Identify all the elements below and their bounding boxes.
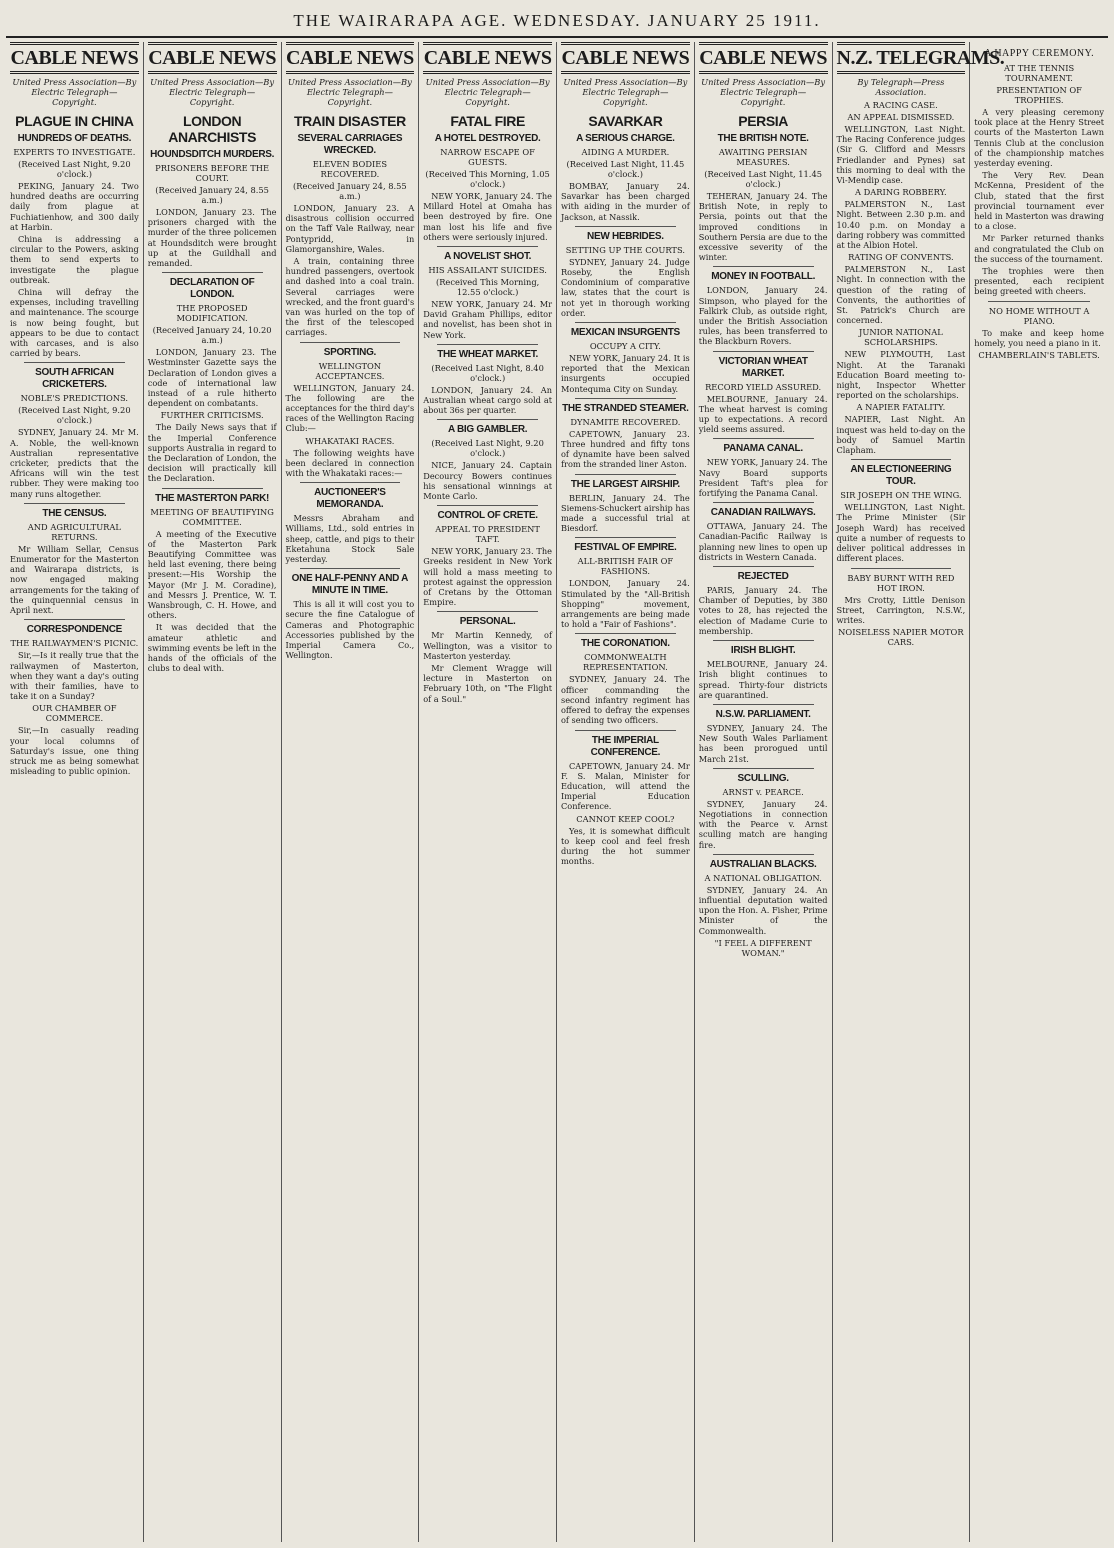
subhead: AWAITING PERSIAN MEASURES.: [718, 147, 808, 167]
headline: CORRESPONDENCE: [26, 624, 122, 636]
paragraph: BOMBAY, January 24. Savarkar has been charged with aiding in the murder of Jackson, at Nassik.: [561, 181, 690, 222]
headline: SPORTING.: [323, 346, 377, 358]
paragraph: Sir,—Is it really true that the railwaymen of Masterton, when they want a day's outing with their families, have to take it on a Sunday?: [10, 650, 139, 702]
paragraph: A train, containing three hundred passengers, overtook and dashed into a coal train. Several carriages were wrecked, and the front guard's van was hurled on the top of the first of the telescoped carriages.: [285, 256, 415, 338]
headline: FATAL FIRE: [450, 113, 525, 129]
divider: [713, 266, 814, 267]
paragraph: SYDNEY, January 24. The New South Wales Parliament has been prorogued until March 21st.: [698, 722, 828, 764]
press-line: United Press Association—By Electric Telegraph—Copyright.: [150, 77, 275, 107]
headline: CANADIAN RAILWAYS.: [710, 507, 816, 519]
headline: AUCTIONEER'S MEMORANDA.: [314, 487, 386, 511]
subhead: AND AGRICULTURAL RETURNS.: [27, 521, 121, 542]
paragraph: NEW YORK, January 24. The Navy Board supports President Taft's plea for fortifying the Panama Canal.: [698, 457, 828, 499]
subhead: ELEVEN BODIES RECOVERED.: [312, 159, 388, 179]
subhead: NO HOME WITHOUT A PIANO.: [988, 305, 1090, 326]
cable-news-header: CABLE NEWS: [10, 42, 139, 74]
paragraph: OTTAWA, January 24. The Canadian-Pacific Railway is planning new lines to open up districts in Western Canada.: [698, 521, 828, 562]
paragraph: To make and keep home homely, you need a piano in it.: [974, 327, 1104, 348]
paragraph: It was decided that the amateur athletic and swimming events be left in the hands of the officials of the clubs to deal with.: [147, 622, 277, 674]
paragraph: MELBOURNE, January 24. Irish blight continues to spread. Thirty-four districts are quarantined.: [698, 659, 828, 700]
headline: AUSTRALIAN BLACKS.: [709, 858, 817, 870]
paragraph: CAPETOWN, January 24. Mr F. S. Malan, Minister for Education, will attend the Imperial Education Conference.: [561, 760, 690, 812]
paragraph: SYDNEY, January 24. Judge Roseby, the English Condominium of comparative law, states that the court is not yet in thorough working order.: [561, 256, 690, 318]
subhead: PRESENTATION OF TROPHIES.: [996, 85, 1082, 105]
column-4: [419, 42, 557, 1542]
paragraph: LONDON, January 23. A disastrous collision occurred on the Taff Vale Railway, near Pontypridd, in Glamorganshire, Wales.: [285, 203, 415, 254]
received-line: (Received Last Night, 9.20 o'clock.): [18, 405, 131, 426]
received-line: (Received Last Night, 9.20 o'clock.): [431, 438, 544, 459]
column-2: [144, 42, 282, 1542]
divider: [24, 503, 125, 504]
headline: SCULLING.: [737, 772, 789, 784]
cable-news-header: CABLE NEWS: [699, 42, 828, 74]
headline: ONE HALF-PENNY AND A MINUTE IN TIME.: [291, 573, 409, 597]
paragraph: NEW PLYMOUTH, Last Night. At the Taranaki Education Board meeting to-night, Inspector Whetter reported on the scholarships.: [836, 349, 966, 401]
headline: SOUTH AFRICAN CRICKETERS.: [35, 367, 114, 391]
paragraph: Mr Parker returned thanks and congratulated the Club on the success of the tournament.: [974, 233, 1104, 264]
subhead: CHAMBERLAIN'S TABLETS.: [978, 350, 1100, 361]
paragraph: The trophies were then presented, each recipient being greeted with cheers.: [974, 266, 1104, 297]
divider: [575, 633, 676, 634]
subhead: BABY BURNT WITH RED HOT IRON.: [847, 572, 955, 593]
paragraph: NEW YORK, January 23. The Greeks resident in New York will hold a mass meeting to protest against the oppression of Cretans by the Ottoman Empire.: [423, 546, 552, 608]
subhead: NARROW ESCAPE OF GUESTS.: [440, 147, 535, 167]
subhead: PRISONERS BEFORE THE COURT.: [155, 163, 270, 183]
received-line: (Received Last Night, 9.20 o'clock.): [18, 159, 131, 179]
paragraph: SYDNEY, January 24. An influential deputation waited upon the Hon. A. Fisher, Prime Minister of the Commonwealth.: [698, 884, 828, 936]
paragraph: A very pleasing ceremony took place at the Henry Street courts of the Masterton Lawn Tennis Club at the conclusion of the championship matches yesterday evening.: [974, 107, 1104, 169]
paragraph: NEW YORK, January 24. It is reported that the Mexican insurgents occupied Montequma City on Sunday.: [561, 353, 690, 394]
received-line: (Received January 24, 10.20 a.m.): [152, 325, 272, 346]
subhead: NOISELESS NAPIER MOTOR CARS.: [838, 627, 964, 648]
received-line: (Received January 24, 8.55 a.m.): [293, 181, 407, 201]
paragraph: The Very Rev. Dean McKenna, President of the Club, stated that the first provincial tournament ever held in Masterton was drawing to a close.: [974, 170, 1104, 232]
subhead: WELLINGTON ACCEPTANCES.: [315, 360, 385, 381]
divider: [851, 459, 952, 460]
divider: [300, 342, 401, 343]
subhead: EXPERTS TO INVESTIGATE.: [13, 147, 136, 157]
paragraph: China will defray the expenses, including travelling and maintenance. The scourge is now being fought, but appears to be due to contact with carcases, and is also carried by bears.: [10, 287, 139, 359]
divider: [575, 322, 676, 323]
headline: THE CORONATION.: [581, 638, 670, 650]
divider: [713, 704, 814, 705]
divider: [300, 568, 401, 569]
divider: [162, 272, 263, 273]
paragraph: LONDON, January 23. The prisoners charged with the murder of the three policemen at Houndsditch were brought up at the Guildhall and remanded.: [147, 207, 277, 269]
divider: [713, 351, 814, 352]
subhead: A NAPIER FATALITY.: [856, 402, 946, 413]
subhead: JUNIOR NATIONAL SCHOLARSHIPS.: [859, 327, 943, 348]
paragraph: PEKING, January 24. Two hundred deaths are occurring daily from plague at Fuchiatienhow, and 300 daily at Harbin.: [10, 181, 139, 232]
headline: NEW HEBRIDES.: [587, 230, 664, 242]
paragraph: PARIS, January 24. The Chamber of Deputies, by 380 votes to 28, has rejected the election of Madame Curie to membership.: [698, 585, 828, 636]
subhead: COMMONWEALTH REPRESENTATION.: [582, 652, 668, 673]
subhead: A DARING ROBBERY.: [855, 187, 947, 198]
headline: THE IMPERIAL CONFERENCE.: [590, 734, 661, 758]
paragraph: WELLINGTON, Last Night. The Racing Conference judges (Sir G. Clifford and Messrs Friedlander and Pynes) sat this morning to deal with the Vi-Mendip case.: [836, 124, 966, 186]
divider: [437, 419, 538, 420]
subheadline: HUNDREDS OF DEATHS.: [17, 133, 132, 144]
subhead: OCCUPY A CITY.: [589, 341, 661, 352]
headline: PLAGUE IN CHINA: [15, 113, 134, 129]
paragraph: Yes, it is somewhat difficult to keep cool and feel fresh during the hot summer months.: [561, 825, 690, 867]
subhead: WHAKATAKI RACES.: [305, 435, 395, 446]
headline: THE STRANDED STEAMER.: [562, 402, 689, 414]
subhead: "I FEEL A DIFFERENT WOMAN.": [714, 937, 812, 958]
headline: A BIG GAMBLER.: [447, 424, 528, 436]
received-line: (Received This Morning, 1.05 o'clock.): [425, 169, 550, 189]
subheadline: A SERIOUS CHARGE.: [576, 133, 675, 144]
column-1: [6, 42, 144, 1542]
paragraph: Mr Clement Wragge will lecture in Masterton on February 10th, on "The Flight of a Soul.": [423, 663, 552, 704]
paragraph: PALMERSTON N., Last Night. In connection with the question of the rating of Convents, the authorities of St. Patrick's Church are concerned.: [836, 264, 966, 326]
divider: [575, 226, 676, 227]
headline: VICTORIAN WHEAT MARKET.: [718, 355, 808, 379]
subhead: HIS ASSAILANT SUICIDES.: [428, 265, 547, 276]
cable-news-header: CABLE NEWS: [561, 42, 690, 74]
subheadline: A HOTEL DESTROYED.: [434, 133, 541, 144]
received-line: (Received Last Night, 11.45 o'clock.): [566, 159, 685, 179]
received-line: (Received January 24, 8.55 a.m.): [155, 185, 269, 205]
subhead: A NATIONAL OBLIGATION.: [704, 872, 822, 883]
paragraph: SYDNEY, January 24. The officer commanding the second infantry regiment has offered to defray the expenses of sending two officers.: [561, 674, 690, 726]
divider: [162, 488, 263, 489]
cable-news-header: CABLE NEWS: [148, 42, 277, 74]
paragraph: Mr Martin Kennedy, of Wellington, was a visitor to Masterton yesterday.: [423, 630, 552, 661]
divider: [713, 566, 814, 567]
subheadline: HOUNDSDITCH MURDERS.: [150, 149, 275, 160]
divider: [300, 482, 401, 483]
divider: [575, 474, 676, 475]
subhead: CANNOT KEEP COOL?: [576, 813, 675, 824]
subhead: DYNAMITE RECOVERED.: [570, 416, 681, 427]
divider: [437, 344, 538, 345]
headline: N.S.W. PARLIAMENT.: [715, 708, 811, 720]
press-line: United Press Association—By Electric Telegraph—Copyright.: [425, 77, 550, 107]
paragraph: NEW YORK, January 24. The Millard Hotel at Omaha has been destroyed by fire. One man lost his life and five others were seriously injured.: [423, 191, 552, 242]
headline: FESTIVAL OF EMPIRE.: [574, 542, 677, 554]
headline: PERSONAL.: [459, 616, 516, 628]
masthead: THE WAIRARAPA AGE. WEDNESDAY. JANUARY 25 1911.: [6, 6, 1108, 38]
column-7: [833, 42, 1005, 1542]
divider: [437, 505, 538, 506]
paragraph: LONDON, January 24. An Australian wheat cargo sold at about 36s per quarter.: [423, 384, 552, 416]
headline: LONDON ANARCHISTS: [168, 113, 257, 145]
divider: [575, 537, 676, 538]
subhead: ARNST v. PEARCE.: [722, 786, 804, 797]
column-6: [695, 42, 833, 1542]
received-line: (Received This Morning, 12.55 o'clock.): [435, 277, 540, 298]
divider: [713, 438, 814, 439]
headline: AN ELECTIONEERING TOUR.: [850, 464, 952, 488]
paragraph: Mr William Sellar, Census Enumerator for the Masterton and Wairarapa districts, is now engaged making arrangements for the taking of the quinquennial census in April next.: [10, 543, 139, 616]
divider: [437, 611, 538, 612]
paragraph: The Daily News says that if the Imperial Conference supports Australia in regard to the Declaration of London, the decision will practically kill the Declaration.: [147, 422, 277, 484]
paragraph: LONDON, January 24. Stimulated by the "All-British Shopping" movement, arrangements are being made to hold a "Fair of Fashions".: [561, 578, 690, 630]
press-line: United Press Association—By Electric Telegraph—Copyright.: [701, 77, 826, 107]
paragraph: NEW YORK, January 24. Mr David Graham Phillips, editor and novelist, has been shot in New York.: [423, 299, 552, 340]
paragraph: TEHERAN, January 24. The British Note, in reply to Persia, points out that the improved conditions in Southern Persia are due to the excessive severity of the winter.: [698, 191, 828, 263]
subhead: FURTHER CRITICISMS.: [160, 410, 264, 421]
subhead: AN APPEAL DISMISSED.: [847, 112, 955, 122]
column-8: [970, 42, 1108, 1542]
cable-news-header: CABLE NEWS: [423, 42, 552, 74]
subhead: RECORD YIELD ASSURED.: [705, 381, 822, 392]
subhead: APPEAL TO PRESIDENT TAFT.: [435, 524, 540, 545]
press-line: United Press Association—By Electric Telegraph—Copyright.: [563, 77, 688, 107]
headline: IRISH BLIGHT.: [730, 645, 796, 657]
divider: [988, 301, 1090, 302]
paragraph: SYDNEY, January 24. Mr M. A. Noble, the well-known Australian representative cricketer, predicts that the Africans will win the test rubber. They were making too many runs altogether.: [10, 427, 139, 499]
paragraph: LONDON, January 24. Simpson, who played for the Falkirk Club, as outside right, under the British Association rules, has been transferred to the Blackburn Rovers.: [698, 285, 828, 347]
divider: [575, 398, 676, 399]
subhead: NOBLE'S PREDICTIONS.: [20, 393, 129, 404]
paragraph: NAPIER, Last Night. An inquest was held to-day on the body of Samuel Martin Clapham.: [836, 414, 966, 456]
paragraph: WELLINGTON, January 24. The following are the acceptances for the third day's races of the Wellington Racing Club:—: [285, 382, 415, 434]
divider: [24, 619, 125, 620]
subhead: THE RAILWAYMEN'S PICNIC.: [10, 638, 139, 649]
paragraph: WELLINGTON, Last Night. The Prime Minister (Sir Joseph Ward) has received quite a number of requests to deliver political addresses in different places.: [836, 502, 966, 564]
headline: TRAIN DISASTER: [293, 113, 406, 129]
subhead: RATING OF CONVENTS.: [848, 252, 954, 263]
divider: [24, 362, 125, 363]
column-3: [282, 42, 420, 1542]
press-line: By Telegraph—Press Association.: [857, 77, 945, 97]
subhead: SETTING UP THE COURTS.: [565, 244, 685, 255]
headline: PANAMA CANAL.: [723, 443, 803, 455]
headline: SAVARKAR: [588, 113, 663, 129]
paragraph: This is all it will cost you to secure the fine Catalogue of Cameras and Photographic Accessories published by the Imperial Camera Co., Wellington.: [285, 599, 415, 661]
divider: [713, 640, 814, 641]
press-line: United Press Association—By Electric Telegraph—Copyright.: [12, 77, 137, 107]
headline: THE CENSUS.: [42, 507, 107, 519]
headline: CONTROL OF CRETE.: [437, 510, 538, 522]
headline: THE WHEAT MARKET.: [437, 348, 539, 360]
paragraph: PALMERSTON N., Last Night. Between 2.30 p.m. and 10.40 p.m. on Monday a daring robbery was committed at the Albion Hotel.: [836, 199, 966, 251]
headline: A NOVELIST SHOT.: [444, 251, 532, 263]
column-5: [557, 42, 695, 1542]
paragraph: NICE, January 24. Captain Decourcy Bowers continues his sensational winnings at Monte Carlo.: [423, 460, 552, 502]
divider: [713, 854, 814, 855]
paragraph: MELBOURNE, January 24. The wheat harvest is coming up to expectations. A record yield seems assured.: [698, 393, 828, 435]
headline: THE MASTERTON PARK!: [155, 492, 270, 504]
subhead: AIDING A MURDER.: [581, 147, 670, 157]
subheadline: SEVERAL CARRIAGES WRECKED.: [297, 133, 403, 156]
subheadline: THE BRITISH NOTE.: [717, 133, 809, 144]
paragraph: China is addressing a circular to the Powers, asking them to send experts to investigate the plague outbreak.: [10, 234, 139, 285]
received-line: (Received Last Night, 8.40 o'clock.): [431, 362, 544, 383]
subhead: MEETING OF BEAUTIFYING COMMITTEE.: [150, 506, 274, 527]
cable-news-header: CABLE NEWS: [286, 42, 415, 74]
nz-telegrams-header: N.Z. TELEGRAMS.: [837, 42, 966, 74]
headline: MEXICAN INSURGENTS: [570, 327, 680, 339]
subhead: THE PROPOSED MODIFICATION.: [176, 303, 248, 324]
subhead: ALL-BRITISH FAIR OF FASHIONS.: [577, 556, 674, 577]
headline: PERSIA: [738, 113, 788, 129]
subhead: AT THE TENNIS TOURNAMENT.: [1004, 63, 1075, 83]
divider: [575, 730, 676, 731]
press-line: United Press Association—By Electric Telegraph—Copyright.: [287, 77, 412, 107]
received-line: (Received Last Night, 11.45 o'clock.): [704, 169, 822, 189]
paragraph: BERLIN, January 24. The Siemens-Schuckert airship has made a successful trial at Biesdorf.: [561, 492, 690, 534]
headline: REJECTED: [737, 571, 789, 583]
divider: [437, 246, 538, 247]
paragraph: SYDNEY, January 24. Negotiations in connection with the Pearce v. Arnst sculling match are hanging fire.: [698, 798, 828, 850]
paragraph: CAPETOWN, January 23. Three hundred and fifty tons of dynamite have been salved from the stranded liner Aston.: [561, 428, 690, 470]
paragraph: Sir,—In casually reading your local columns of Saturday's issue, one thing struck me as being somewhat misleading to public opinion.: [10, 725, 139, 777]
columns: [6, 42, 1108, 1542]
paragraph: Mrs Crotty, Little Denison Street, Carrington, N.S.W., writes.: [836, 594, 966, 625]
headline: MONEY IN FOOTBALL.: [711, 271, 816, 283]
headline: DECLARATION OF LONDON.: [169, 277, 255, 301]
paragraph: A meeting of the Executive of the Masterton Park Beautifying Committee was held last evening, there being present:—His Worship the Mayor (Mr J. M. Coradine), and Messrs J. Prentice, W. T. Wansbrough, C. H. Howe, and others.: [147, 528, 277, 621]
paragraph: LONDON, January 23. The Westminster Gazette says the Declaration of London gives a code of international law instead of a rule hitherto dependent on combatants.: [147, 347, 277, 409]
subhead: SIR JOSEPH ON THE WING.: [840, 490, 962, 501]
article-title: A HAPPY CEREMONY.: [984, 48, 1095, 59]
paragraph: Messrs Abraham and Williams, Ltd., sold entries in sheep, cattle, and pigs to their Eketahuna Stock Sale yesterday.: [285, 513, 415, 565]
divider: [713, 502, 814, 503]
divider: [713, 768, 814, 769]
headline: THE LARGEST AIRSHIP.: [570, 478, 680, 490]
divider: [851, 568, 952, 569]
subhead: OUR CHAMBER OF COMMERCE.: [32, 703, 117, 724]
subhead: A RACING CASE.: [864, 100, 938, 110]
paragraph: The following weights have been declared in connection with the Whakataki races:—: [285, 447, 415, 479]
